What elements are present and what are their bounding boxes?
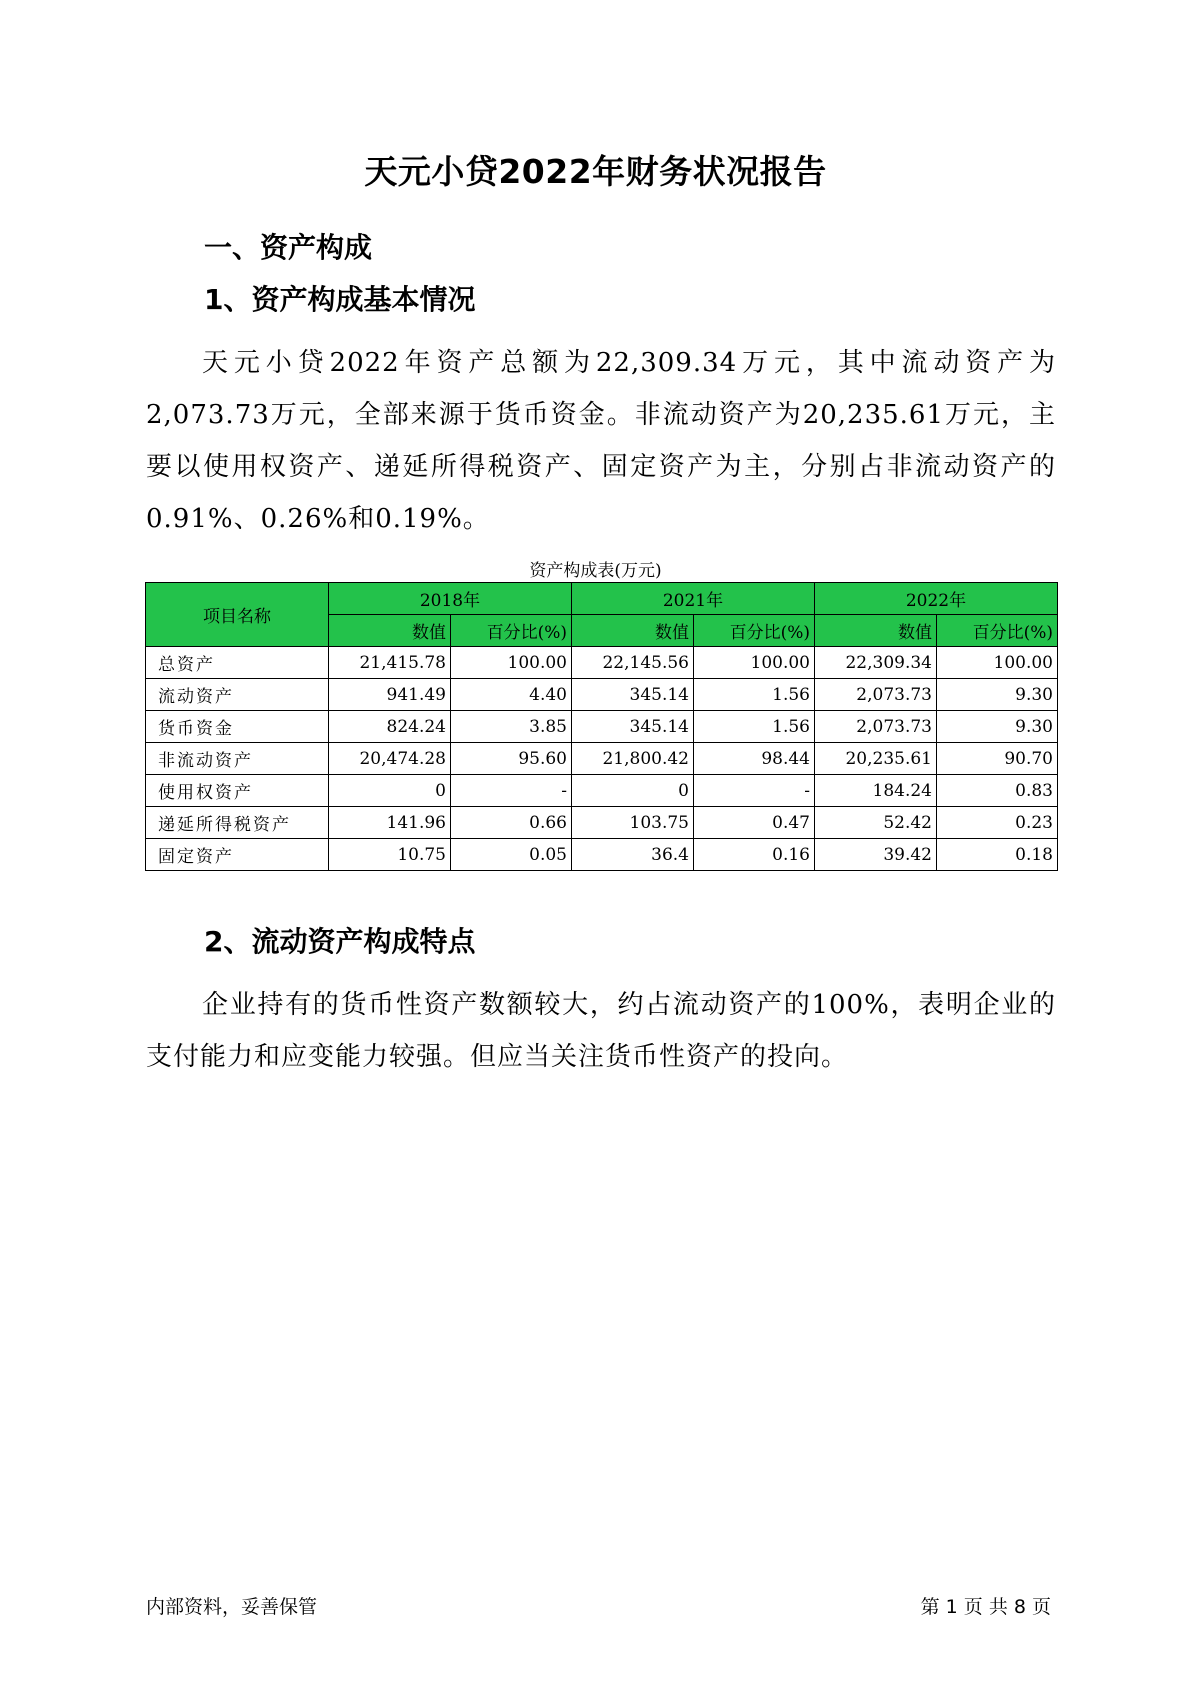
header-value: 数值 <box>815 615 937 647</box>
cell-percent: 9.30 <box>937 679 1058 711</box>
cell-percent: - <box>694 775 815 807</box>
cell-percent: 0.47 <box>694 807 815 839</box>
page-title: 天元小贷2022年财务状况报告 <box>364 152 827 191</box>
cell-percent: 3.85 <box>451 711 572 743</box>
cell-percent: 100.00 <box>937 647 1058 679</box>
header-percent: 百分比(%) <box>694 615 815 647</box>
cell-percent: 0.23 <box>937 807 1058 839</box>
header-percent: 百分比(%) <box>937 615 1058 647</box>
subsection-heading-current-assets: 2、流动资产构成特点 <box>204 925 476 958</box>
cell-value: 184.24 <box>815 775 937 807</box>
cell-percent: 1.56 <box>694 679 815 711</box>
cell-value: 39.42 <box>815 839 937 871</box>
header-year-2021: 2021年 <box>572 583 815 615</box>
table-row <box>146 743 1058 775</box>
row-name: 递延所得税资产 <box>146 807 329 839</box>
cell-percent: 0.18 <box>937 839 1058 871</box>
cell-percent: 0.66 <box>451 807 572 839</box>
cell-percent: 90.70 <box>937 743 1058 775</box>
cell-value: 20,474.28 <box>329 743 451 775</box>
section-heading-asset-composition: 一、资产构成 <box>204 231 373 264</box>
header-item-name: 项目名称 <box>146 583 329 647</box>
cell-value: 2,073.73 <box>815 711 937 743</box>
row-name: 货币资金 <box>146 711 329 743</box>
header-value: 数值 <box>329 615 451 647</box>
cell-value: 824.24 <box>329 711 451 743</box>
cell-percent: 95.60 <box>451 743 572 775</box>
cell-value: 345.14 <box>572 679 694 711</box>
table-row <box>146 775 1058 807</box>
row-name: 总资产 <box>146 647 329 679</box>
paragraph-current-assets: 企业持有的货币性资产数额较大，约占流动资产的100%，表明企业的支付能力和应变能力较强。但应当关注货币性资产的投向。 <box>146 990 1056 1072</box>
header-value: 数值 <box>572 615 694 647</box>
cell-value: 21,415.78 <box>329 647 451 679</box>
header-percent: 百分比(%) <box>451 615 572 647</box>
cell-percent: 0.05 <box>451 839 572 871</box>
cell-value: 20,235.61 <box>815 743 937 775</box>
cell-value: 345.14 <box>572 711 694 743</box>
cell-value: 0 <box>329 775 451 807</box>
cell-value: 52.42 <box>815 807 937 839</box>
cell-percent: 98.44 <box>694 743 815 775</box>
paragraph-asset-summary: 天元小贷2022年资产总额为22,309.34万元，其中流动资产为2,073.73万元，全部来源于货币资金。非流动资产为20,235.61万元，主要以使用权资产、递延所得税资产、固定资产为主，分别占非流动资产的0.91%、0.26%和0.19%。 <box>146 348 1056 534</box>
cell-value: 941.49 <box>329 679 451 711</box>
cell-value: 22,145.56 <box>572 647 694 679</box>
asset-composition-table <box>145 582 1058 871</box>
cell-percent: 100.00 <box>451 647 572 679</box>
cell-percent: 0.16 <box>694 839 815 871</box>
cell-value: 22,309.34 <box>815 647 937 679</box>
cell-value: 0 <box>572 775 694 807</box>
cell-value: 36.4 <box>572 839 694 871</box>
table-caption: 资产构成表(万元) <box>529 561 662 581</box>
table-row <box>146 807 1058 839</box>
cell-value: 21,800.42 <box>572 743 694 775</box>
row-name: 流动资产 <box>146 679 329 711</box>
row-name: 固定资产 <box>146 839 329 871</box>
cell-percent: 4.40 <box>451 679 572 711</box>
cell-percent: 100.00 <box>694 647 815 679</box>
table-row <box>146 679 1058 711</box>
table-row <box>146 839 1058 871</box>
header-year-2018: 2018年 <box>329 583 572 615</box>
table-header-row <box>146 583 1058 615</box>
cell-value: 103.75 <box>572 807 694 839</box>
footer-confidential-note: 内部资料，妥善保管 <box>146 1596 318 1618</box>
cell-percent: 9.30 <box>937 711 1058 743</box>
cell-value: 141.96 <box>329 807 451 839</box>
cell-value: 10.75 <box>329 839 451 871</box>
cell-percent: - <box>451 775 572 807</box>
cell-value: 2,073.73 <box>815 679 937 711</box>
footer-page-number: 第 1 页 共 8 页 <box>920 1596 1051 1618</box>
row-name: 使用权资产 <box>146 775 329 807</box>
table-row <box>146 711 1058 743</box>
header-year-2022: 2022年 <box>815 583 1058 615</box>
table-row <box>146 647 1058 679</box>
subsection-heading-basic: 1、资产构成基本情况 <box>204 283 476 316</box>
cell-percent: 0.83 <box>937 775 1058 807</box>
row-name: 非流动资产 <box>146 743 329 775</box>
cell-percent: 1.56 <box>694 711 815 743</box>
